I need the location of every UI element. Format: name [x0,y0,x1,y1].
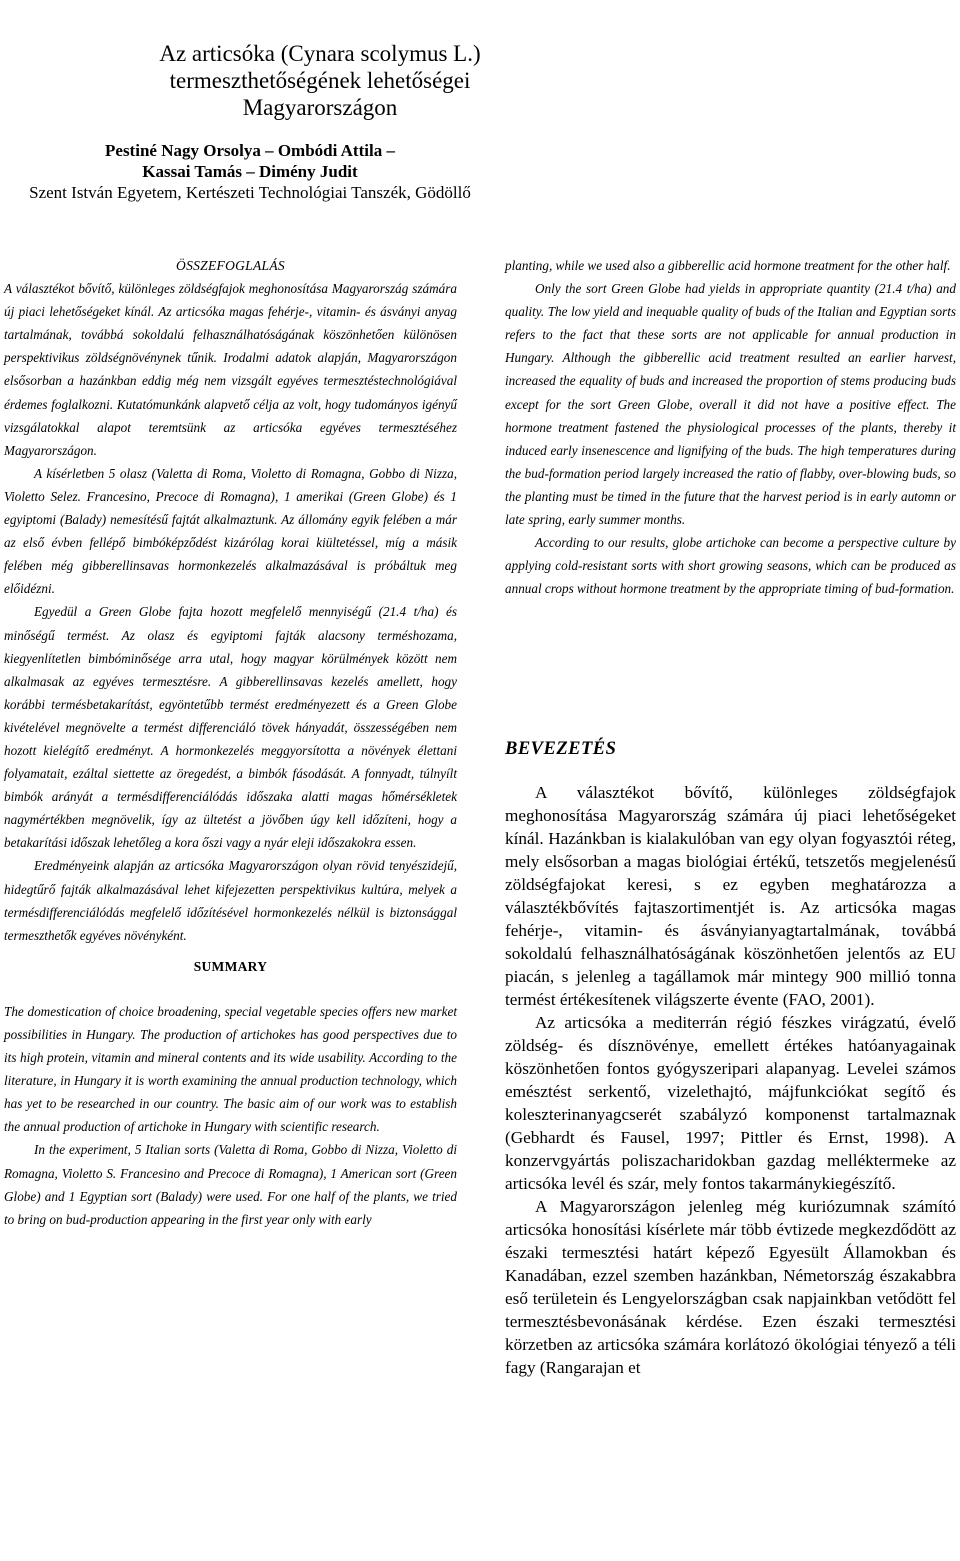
summary-paragraph: The domestication of choice broadening, special vegetable species offers new market possibilities in Hungary. The production of artichokes has good perspectives due to its high protein, vitamin and mineral contents and its wide usability. According to the literature, in Hungary it is worth examining the annual production technology, which has yet to be researched in our country. The basic aim of our work was to establish the annual production of artichoke in Hungary with scientific research. [4,1003,457,1135]
paper-title [40,40,600,121]
abstract-paragraph: Eredményeink alapján az articsóka Magyarországon olyan rövid tenyészidejű, hidegtűrő fajták alkalmazásával lehet kifejezetten perspektivikus kultúra, melyek a termésdifferenciálódás megfelelő időzítésével hormonkezelés nélkül is biztonsággal termeszthetők egyéves növényként. [4,858,457,943]
left-column [4,254,457,1231]
affiliation: Szent István Egyetem, Kertészeti Technológiai Tanszék, Gödöllő [29,183,471,202]
introduction-paragraph: A választékot bővítő, különleges zöldségfajok meghonosítása Magyarország számára új piaci lehetőségeket kínál. Hazánkban is kialakulóban van egy olyan fogyasztói réteg, mely elsősorban a magas biológiai értékű, tetszetős megjelenésű zöldségfajokat keresi, s ez egyben meghatározza a választékbővítés fajtaszortimentjét is. Az articsóka magas fehérje-, vitamin- és ásványianyagtartalmának, továbbá sokoldalú felhasználhatóságának köszönhetően jelentős az EU piacán, s jelenleg a tagállamok már mintegy 900 millió tonna termést értékesítenek világszerte évente (FAO, 2001). [505,783,956,1009]
introduction-paragraph: Az articsóka a mediterrán régió fészkes virágzatú, évelő zöldség- és dísznövénye, emellett értékes hatóanyagainak köszönhetően fontos gyógyszeripari alapanyag. Levelei számos emésztést serkentő, vizelethajtó, májfunkciókat segítő és koleszterinanyagcserét szabályzó komponenst tartalmaznak (Gebhardt és Fausel, 1997; Pittler és Ernst, 1998). A konzervgyártás poliszacharidokban gazdag melléktermeke az articsóka levél és szár, mely fontos takarmánykiegészítő. [505,1013,956,1193]
summary-heading: SUMMARY [193,958,268,974]
summary-paragraph: planting, while we used also a gibberellic acid hormone treatment for the other half. [505,258,951,273]
abstract-paragraph: A választékot bővítő, különleges zöldségfajok meghonosítása Magyarország számára új piaci lehetőségeket kínál. Az articsóka magas fehérje-, vitamin- és ásványi anyag tartalmának, továbbá sokoldalú felhasználhatóságának köszönhetően különösen perspektivikus zöldségnövénynek tűnik. Irodalmi adatok alapján, Magyarországon elsősorban a hazánkban eddig még nem vizsgált egyéves termesztéstechnológiával érdemes foglalkozni. Kutatómunkánk alapvető célja az volt, hogy tudományos igényű vizsgálatokkal alapot teremtsünk az articsóka egyéves termesztéséhez Magyarországon. [4,281,457,458]
summary-paragraph: Only the sort Green Globe had yields in appropriate quantity (21.4 t/ha) and quality. The low yield and inequable quality of buds of the Italian and Egyptian sorts refers to the fact that these sorts are not applicable for annual production in Hungary. Although the gibberellic acid treatment resulted an earlier harvest, increased the equality of buds and increased the proportion of stems producing buds except for the sort Green Globe, overall it did not have a positive effect. The hormone treatment fastened the physiological processes of the plants, thereby it induced early insenescence and lignifying of the buds. The high temperatures during the bud-formation period largely increased the ratio of flabby, over-blowing buds, so the planting must be timed in the future that the harvest period is in early automn or late spring, early summer months. [505,281,956,528]
title-line-2: termeszthetőségének lehetőségei [169,68,471,93]
right-column [505,254,956,600]
introduction-body [505,781,956,1379]
author-block [0,140,500,203]
author-line-2: Kassai Tamás – Dimény Judit [142,162,358,181]
author-line-1: Pestiné Nagy Orsolya – Ombódi Attila – [105,141,395,160]
summary-paragraph: In the experiment, 5 Italian sorts (Valetta di Roma, Gobbo di Nizza, Violetto di Romagna, Violetto S. Francesino and Precoce di Romagna), 1 American sort (Green Globe) and 1 Egyptian sort (Balady) were used. For one half of the plants, we tried to bring on bud-production appearing in the first year only with early [4,1142,457,1227]
abstract-heading: ÖSSZEFOGLALÁS [176,258,285,273]
abstract-paragraph: A kísérletben 5 olasz (Valetta di Roma, Violetto di Romagna, Gobbo di Nizza, Violetto Selez. Francesino, Precoce di Romagna), 1 amerikai (Green Globe) és 1 egyiptomi (Balady) nemesítésű fajtát alkalmaztunk. Az állomány egyik felében a már az első évben fellépő bimbóképződést kizárólag korai kiültetéssel, míg a másik felében még gibberellinsavas hormonkezelés alkalmazásával is próbáltuk meg előidézni. [4,465,457,597]
introduction-paragraph: A Magyarországon jelenleg még kuriózumnak számító articsóka honosítási kísérlete már több évtizede megkezdődött az északi termesztési határt képező Egyesült Államokban és Kanadában, ezzel szemben hazánkban, Németország északabbra eső területein és Lengyelországban csak napjainkban vetődött fel termesztésbevonásának kérdése. Ezen északi termesztési körzetben az articsóka számára korlátozó ökológiai tényező a téli fagy (Rangarajan et [505,1197,956,1377]
introduction-heading: BEVEZETÉS [505,739,617,759]
title-line-3: Magyarországon [242,95,398,120]
abstract-paragraph: Egyedül a Green Globe fajta hozott megfelelő mennyiségű (21.4 t/ha) és minőségű termést. Az olasz és egyiptomi fajták alacsony terméshozama, kiegyenlítetlen bimbóminősége arra utal, hogy magyar körülmények között nem alkalmasak az egyéves termesztésre. A gibberellinsavas kezelés amellett, hogy korábbi termésbetakarítást, egyöntetűbb termést eredményezett és a Green Globe kivételével megnövelte a termést differenciáló tövek hányadát, összességében nem hozott kielégítő eredményt. A hormonkezelés meggyorsította a növények élettani folyamatait, ezáltal siettette az öregedést, a bimbók fásodását. A fonnyadt, túlnyílt bimbók arányát a termésdifferenciálódás időszaka alatti magas hőmérsékletek nagymértékben megnövelik, így az ültetést a jövőben úgy kell időzíteni, hogy a betakarítási időszak lehetőleg a kora őszi vagy a nyár eleji időszakokra essen. [4,604,457,851]
summary-paragraph: According to our results, globe artichoke can become a perspective culture by applying cold-resistant sorts with short growing seasons, which can be produced as annual crops without hormone treatment by the appropriate timing of bud-formation. [505,535,956,597]
title-line-1: Az articsóka (Cynara scolymus L.) [159,41,481,66]
